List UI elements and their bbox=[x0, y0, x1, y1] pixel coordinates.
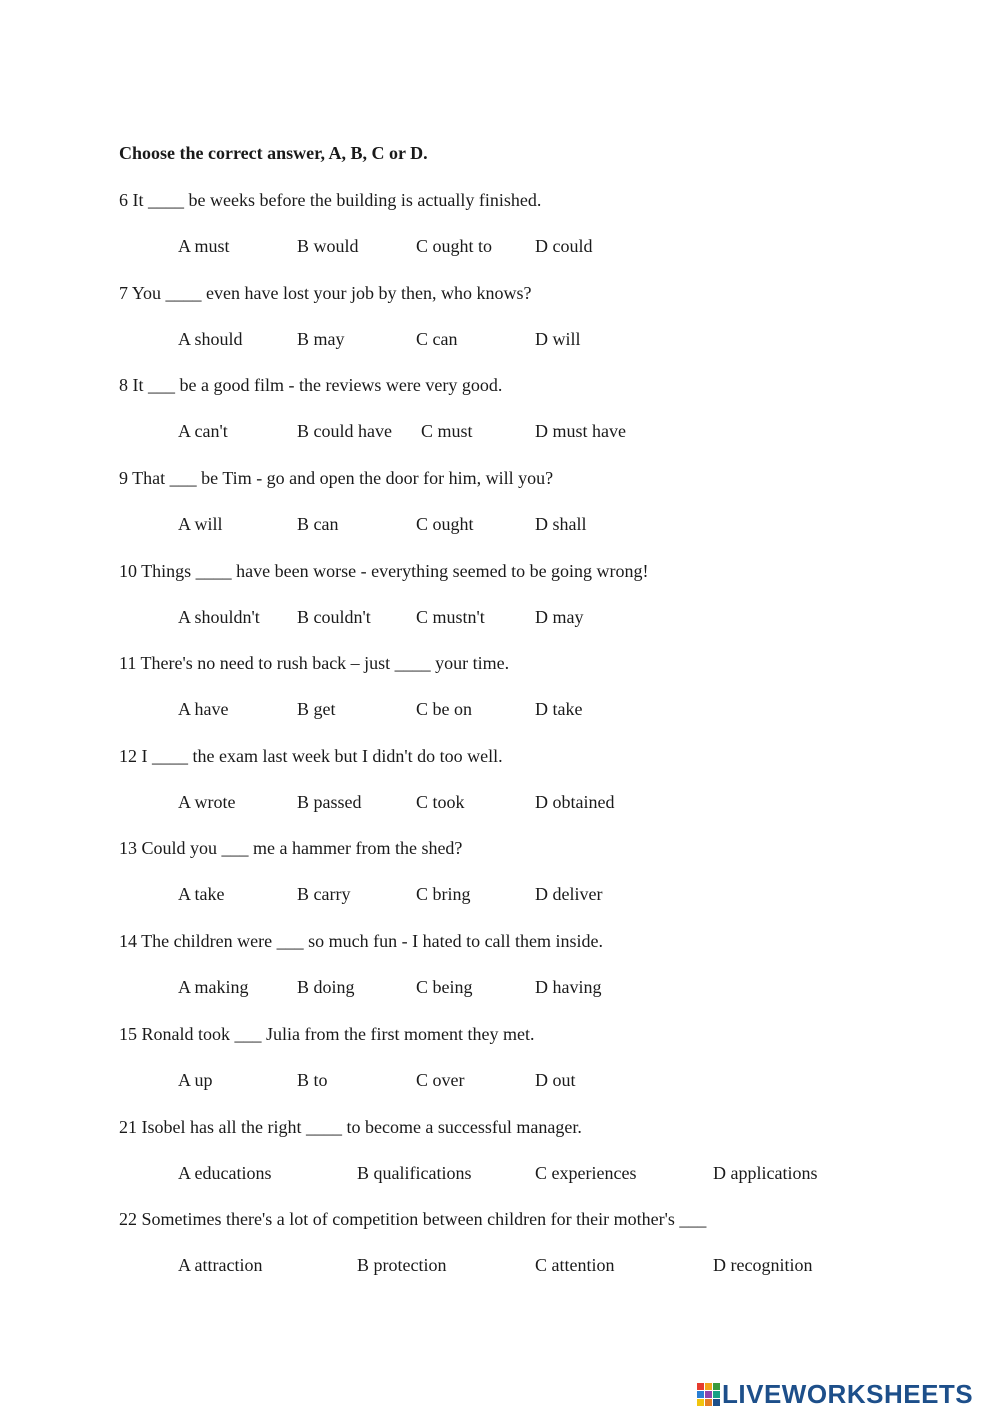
answer-option-d[interactable]: D applications bbox=[713, 1163, 818, 1183]
answer-option-c[interactable]: C bring bbox=[416, 884, 471, 904]
answer-option-d[interactable]: D must have bbox=[535, 421, 626, 441]
question-text: 10 Things ____ have been worse - everything seemed to be going wrong! bbox=[119, 561, 649, 581]
answer-option-d[interactable]: D will bbox=[535, 329, 581, 349]
answer-option-b[interactable]: B couldn't bbox=[297, 607, 371, 627]
logo-square bbox=[697, 1391, 704, 1398]
answer-option-a[interactable]: A up bbox=[178, 1070, 213, 1090]
question-text: 7 You ____ even have lost your job by then, who knows? bbox=[119, 283, 532, 303]
answer-option-d[interactable]: D shall bbox=[535, 514, 587, 534]
answer-option-c[interactable]: C can bbox=[416, 329, 458, 349]
answer-option-a[interactable]: A have bbox=[178, 699, 229, 719]
answer-option-c[interactable]: C must bbox=[421, 421, 473, 441]
logo-square bbox=[713, 1383, 720, 1390]
answer-option-d[interactable]: D take bbox=[535, 699, 583, 719]
answer-option-c[interactable]: C experiences bbox=[535, 1163, 637, 1183]
question-text: 22 Sometimes there's a lot of competition between children for their mother's ___ bbox=[119, 1209, 707, 1229]
question-text: 14 The children were ___ so much fun - I hated to call them inside. bbox=[119, 931, 604, 951]
answer-option-a[interactable]: A educations bbox=[178, 1163, 272, 1183]
answer-option-d[interactable]: D obtained bbox=[535, 792, 615, 812]
question-text: 13 Could you ___ me a hammer from the shed? bbox=[119, 838, 463, 858]
answer-option-c[interactable]: C ought bbox=[416, 514, 474, 534]
answer-option-d[interactable]: D deliver bbox=[535, 884, 603, 904]
answer-option-c[interactable]: C attention bbox=[535, 1255, 615, 1275]
answer-option-b[interactable]: B protection bbox=[357, 1255, 447, 1275]
logo-square bbox=[713, 1399, 720, 1406]
answer-option-c[interactable]: C be on bbox=[416, 699, 472, 719]
logo-square bbox=[713, 1391, 720, 1398]
instruction-heading: Choose the correct answer, A, B, C or D. bbox=[119, 143, 428, 163]
answer-option-b[interactable]: B carry bbox=[297, 884, 351, 904]
answer-option-b[interactable]: B passed bbox=[297, 792, 362, 812]
answer-option-c[interactable]: C mustn't bbox=[416, 607, 485, 627]
answer-option-b[interactable]: B would bbox=[297, 236, 359, 256]
answer-option-b[interactable]: B may bbox=[297, 329, 345, 349]
logo-square bbox=[705, 1399, 712, 1406]
question-text: 9 That ___ be Tim - go and open the door for him, will you? bbox=[119, 468, 554, 488]
logo-text: LIVEWORKSHEETS bbox=[722, 1378, 974, 1409]
question-text: 11 There's no need to rush back – just ____ your time. bbox=[119, 653, 510, 673]
logo-square bbox=[705, 1383, 712, 1390]
answer-option-d[interactable]: D could bbox=[535, 236, 593, 256]
answer-option-c[interactable]: C being bbox=[416, 977, 473, 997]
logo-grid-icon bbox=[697, 1383, 720, 1406]
answer-option-d[interactable]: D out bbox=[535, 1070, 576, 1090]
question-text: 12 I ____ the exam last week but I didn't do too well. bbox=[119, 746, 503, 766]
answer-option-b[interactable]: B doing bbox=[297, 977, 355, 997]
answer-option-b[interactable]: B qualifications bbox=[357, 1163, 472, 1183]
answer-option-d[interactable]: D may bbox=[535, 607, 584, 627]
answer-option-a[interactable]: A wrote bbox=[178, 792, 236, 812]
logo-square bbox=[697, 1399, 704, 1406]
answer-option-a[interactable]: A should bbox=[178, 329, 243, 349]
answer-option-a[interactable]: A must bbox=[178, 236, 230, 256]
answer-option-a[interactable]: A making bbox=[178, 977, 249, 997]
answer-option-c[interactable]: C over bbox=[416, 1070, 465, 1090]
question-text: 6 It ____ be weeks before the building is actually finished. bbox=[119, 190, 542, 210]
answer-option-c[interactable]: C ought to bbox=[416, 236, 493, 256]
answer-option-b[interactable]: B to bbox=[297, 1070, 328, 1090]
answer-option-b[interactable]: B get bbox=[297, 699, 336, 719]
answer-option-a[interactable]: A shouldn't bbox=[178, 607, 260, 627]
question-text: 8 It ___ be a good film - the reviews were very good. bbox=[119, 375, 503, 395]
answer-option-a[interactable]: A will bbox=[178, 514, 223, 534]
answer-option-d[interactable]: D having bbox=[535, 977, 602, 997]
question-text: 15 Ronald took ___ Julia from the first moment they met. bbox=[119, 1024, 535, 1044]
answer-option-b[interactable]: B could have bbox=[297, 421, 392, 441]
answer-option-a[interactable]: A take bbox=[178, 884, 225, 904]
answer-option-a[interactable]: A attraction bbox=[178, 1255, 263, 1275]
answer-option-b[interactable]: B can bbox=[297, 514, 339, 534]
liveworksheets-logo[interactable] bbox=[697, 1379, 973, 1409]
question-text: 21 Isobel has all the right ____ to become a successful manager. bbox=[119, 1117, 582, 1137]
answer-option-c[interactable]: C took bbox=[416, 792, 465, 812]
answer-option-d[interactable]: D recognition bbox=[713, 1255, 813, 1275]
logo-square bbox=[697, 1383, 704, 1390]
answer-option-a[interactable]: A can't bbox=[178, 421, 228, 441]
logo-square bbox=[705, 1391, 712, 1398]
